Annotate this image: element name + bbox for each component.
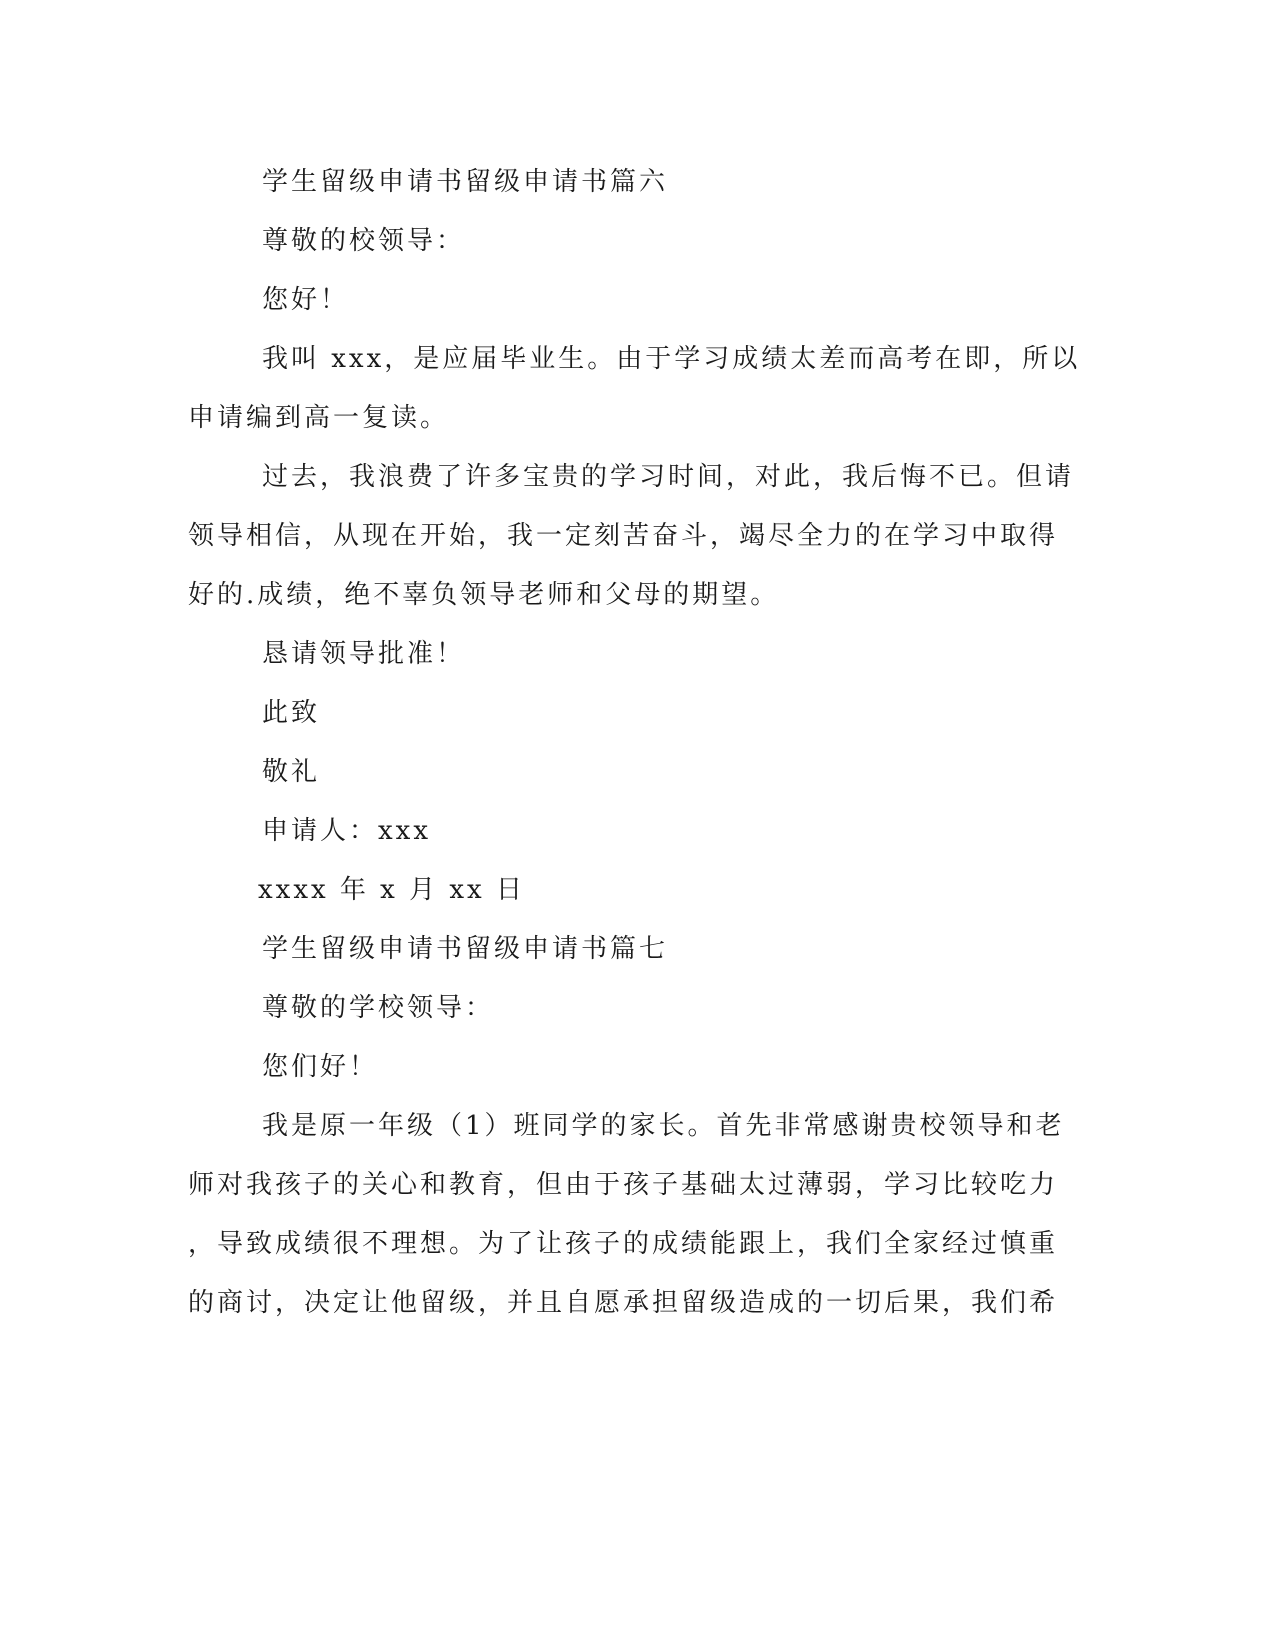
applicant-line: 申请人：xxx (262, 816, 431, 846)
greeting: 您们好！ (262, 1052, 379, 1082)
section-heading-6: 学生留级申请书留级申请书篇六 (262, 167, 669, 197)
paragraph-line: 领导相信，从现在开始，我一定刻苦奋斗，竭尽全力的在学习中取得 (188, 521, 1059, 551)
paragraph-line: 我是原一年级（1）班同学的家长。首先非常感谢贵校领导和老 (262, 1111, 1065, 1141)
greeting: 您好！ (262, 285, 350, 315)
section-heading-7: 学生留级申请书留级申请书篇七 (262, 934, 669, 964)
salutation: 尊敬的校领导： (262, 226, 466, 256)
paragraph-line: 师对我孩子的关心和教育，但由于孩子基础太过薄弱，学习比较吃力 (188, 1170, 1059, 1200)
paragraph-line: 过去，我浪费了许多宝贵的学习时间，对此，我后悔不已。但请 (262, 462, 1075, 492)
paragraph-line: ，导致成绩很不理想。为了让孩子的成绩能跟上，我们全家经过慎重 (188, 1229, 1059, 1259)
paragraph-line: 的商讨，决定让他留级，并且自愿承担留级造成的一切后果，我们希 (188, 1288, 1059, 1318)
salutation: 尊敬的学校领导： (262, 993, 495, 1023)
request-line: 恳请领导批准！ (262, 639, 466, 669)
closing-line: 此致 (262, 698, 321, 728)
closing-line: 敬礼 (262, 757, 321, 787)
paragraph-line: 好的.成绩，绝不辜负领导老师和父母的期望。 (188, 580, 780, 610)
date-line: xxxx 年 x 月 xx 日 (258, 875, 525, 905)
paragraph-line: 我叫 xxx，是应届毕业生。由于学习成绩太差而高考在即，所以 (262, 344, 1081, 374)
paragraph-line: 申请编到高一复读。 (188, 403, 450, 433)
